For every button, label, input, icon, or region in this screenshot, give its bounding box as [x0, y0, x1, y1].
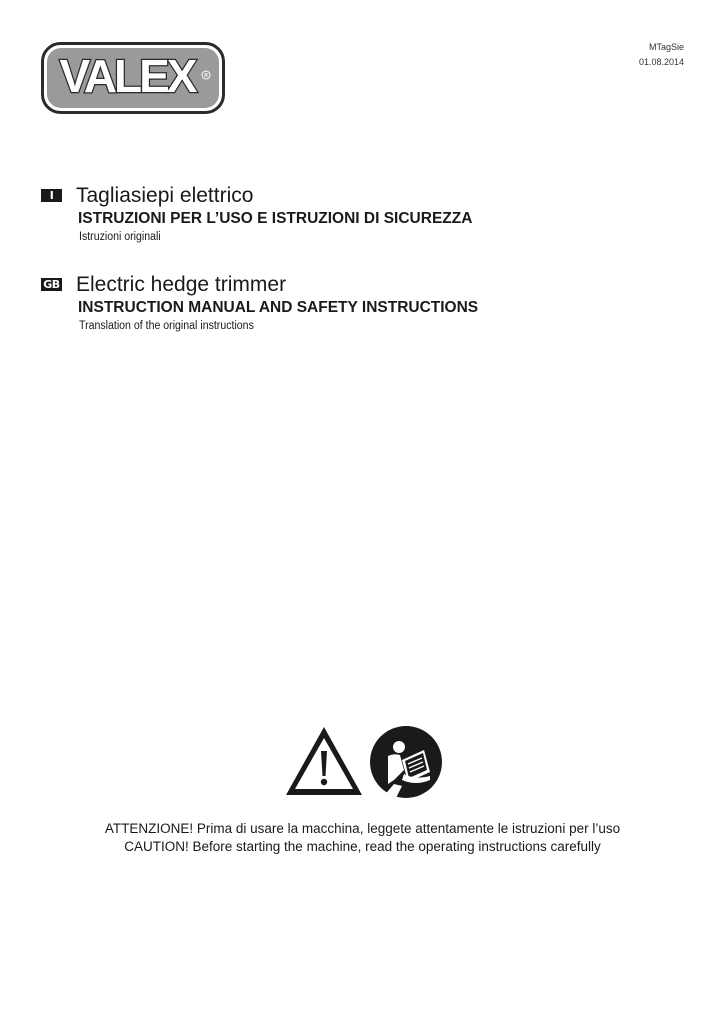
document-date: 01.08.2014 [638, 57, 684, 67]
svg-text:R: R [204, 73, 208, 79]
safety-warning [0, 820, 725, 856]
manual-subtitle-it: ISTRUZIONI PER L’USO E ISTRUZIONI DI SICUREZZA [78, 210, 473, 227]
safety-icons [284, 724, 444, 800]
document-reference [639, 40, 684, 70]
warning-triangle-icon [286, 727, 362, 795]
document-code: MTagSie [648, 42, 684, 52]
read-manual-icon [370, 726, 442, 798]
product-title-it: Tagliasiepi elettrico [76, 184, 254, 207]
safety-warning-it: ATTENZIONE! Prima di usare la macchina, leggete attentamente le istruzioni per l’uso [104, 821, 621, 836]
originality-note-gb: Translation of the original instructions [79, 320, 254, 332]
manual-subtitle-gb: INSTRUCTION MANUAL AND SAFETY INSTRUCTIONS [78, 299, 479, 316]
originality-note-it: Istruzioni originali [79, 231, 161, 243]
product-title-gb: Electric hedge trimmer [76, 273, 287, 296]
svg-text:VALEX: VALEX [59, 50, 195, 102]
language-badge-gb: GB [41, 278, 62, 291]
valex-logo [41, 42, 225, 114]
safety-warning-en: CAUTION! Before starting the machine, read the operating instructions carefully [124, 839, 601, 854]
language-badge-it: I [41, 189, 62, 202]
